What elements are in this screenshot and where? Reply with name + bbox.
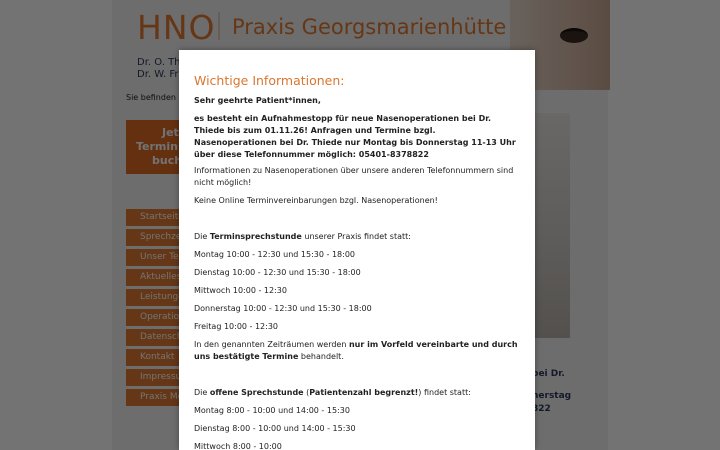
termin-hours-monday: Montag 10:00 - 12:30 und 15:30 - 18:00: [194, 250, 355, 259]
offen-hours-tuesday: Dienstag 8:00 - 10:00 und 14:00 - 15:30: [194, 424, 356, 433]
offen-hours-monday: Montag 8:00 - 10:00 und 14:00 - 15:30: [194, 406, 350, 415]
offen-pre: Die: [194, 388, 210, 397]
termin-hours-thursday: Donnerstag 10:00 - 12:30 und 15:30 - 18:00: [194, 304, 372, 313]
offen-bold-2: Patientenzahl begrenzt!: [309, 388, 419, 397]
modal-notice: es besteht ein Aufnahmestopp für neue Nasenoperationen bei Dr. Thiede bis zum 01.11.26! Anfragen und Termine bzgl. Nasenoperationen bei Dr. Thiede nur Montag bis Donnerstag 11-13 Uhr über diese Telefonnummer möglich: 05401-8378822: [194, 114, 516, 159]
termin-hours-friday: Freitag 10:00 - 12:30: [194, 322, 279, 331]
termin-intro-bold: Terminsprechstunde: [209, 232, 302, 241]
modal-title: Wichtige Informationen:: [194, 73, 345, 88]
zeitraum-note: [194, 339, 520, 363]
info-modal: [179, 50, 535, 450]
modal-no-online: Keine Online Terminvereinbarungen bzgl. Nasenoperationen!: [194, 196, 438, 205]
modal-info-phone: Informationen zu Nasenoperationen über unsere anderen Telefonnummern sind nicht möglich!: [194, 166, 514, 187]
termin-hours-wednesday: Mittwoch 10:00 - 12:30: [194, 286, 287, 295]
zeitraum-post: behandelt.: [298, 352, 344, 361]
offen-bold-1: offene Sprechstunde: [209, 388, 304, 397]
termin-intro-post: unserer Praxis findet statt:: [301, 232, 411, 241]
offen-hours-wednesday: Mittwoch 8:00 - 10:00: [194, 442, 282, 450]
termin-hours-tuesday: Dienstag 10:00 - 12:30 und 15:30 - 18:00: [194, 268, 361, 277]
offen-intro: [194, 387, 520, 399]
zeitraum-pre: In den genannten Zeiträumen werden: [194, 340, 349, 349]
modal-greeting: Sehr geehrte Patient*innen,: [194, 96, 321, 105]
termin-intro-pre: Die: [194, 232, 210, 241]
offen-mid: (: [303, 388, 310, 397]
termin-intro: [194, 231, 520, 243]
offen-post: ) findet statt:: [418, 388, 471, 397]
zeitraum-bold: nur im Vorfeld vereinbarte und durch uns bestätigte Termine: [194, 340, 518, 361]
